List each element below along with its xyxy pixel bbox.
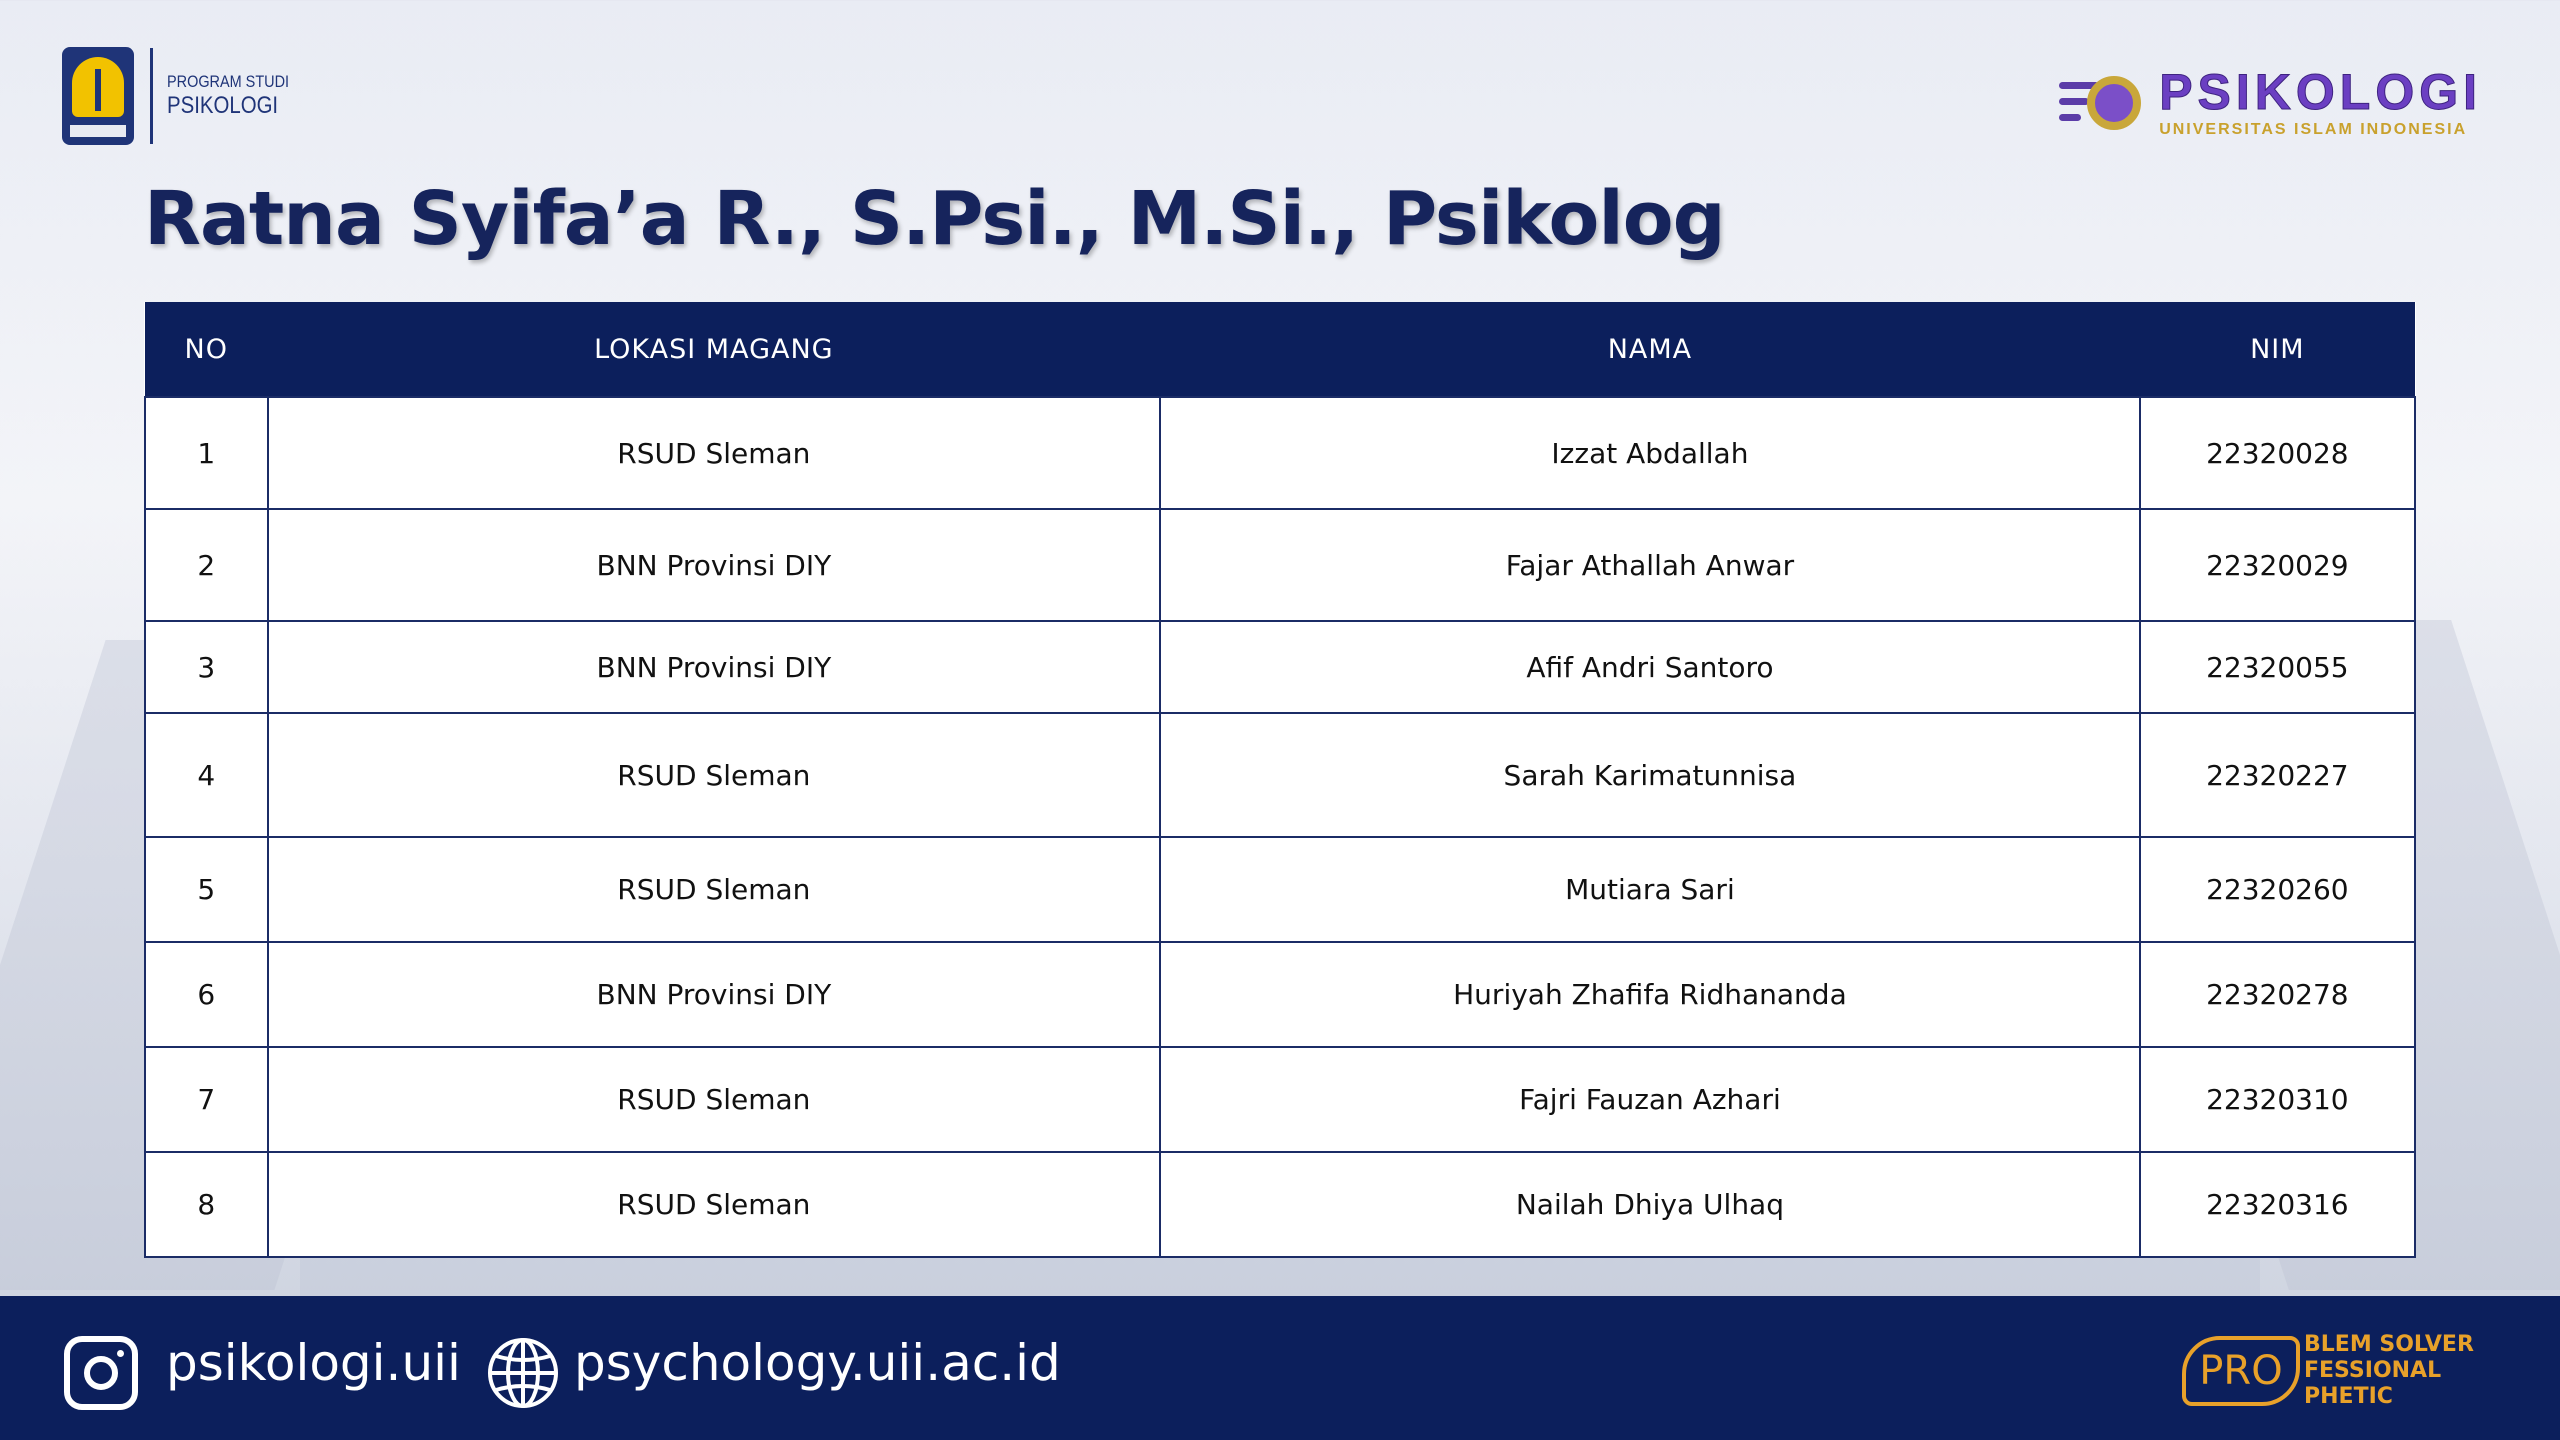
cell-nim: 22320227 bbox=[2140, 713, 2415, 837]
pro-lines bbox=[2304, 1332, 2474, 1410]
table-row bbox=[145, 713, 2415, 837]
logo-line1: PROGRAM STUDI bbox=[167, 72, 290, 92]
instagram-handle[interactable]: psikologi.uii bbox=[166, 1334, 461, 1392]
cell-nim: 22320316 bbox=[2140, 1152, 2415, 1257]
cell-lokasi: RSUD Sleman bbox=[268, 1152, 1161, 1257]
pro-line-2: FESSIONAL bbox=[2304, 1358, 2442, 1383]
cell-nama: Fajar Athallah Anwar bbox=[1160, 509, 2140, 621]
cell-nama: Sarah Karimatunnisa bbox=[1160, 713, 2140, 837]
cell-nim: 22320029 bbox=[2140, 509, 2415, 621]
table-row bbox=[145, 397, 2415, 509]
cell-lokasi: RSUD Sleman bbox=[268, 837, 1161, 942]
logo-divider bbox=[150, 48, 153, 144]
uii-seal-icon bbox=[62, 47, 134, 145]
pro-line-3: PHETIC bbox=[2304, 1384, 2393, 1409]
cell-lokasi: RSUD Sleman bbox=[268, 397, 1161, 509]
cell-nim: 22320310 bbox=[2140, 1047, 2415, 1152]
cell-no: 4 bbox=[145, 713, 268, 837]
page-title: Ratna Syifa’a R., S.Psi., M.Si., Psikolog bbox=[144, 176, 1725, 262]
cell-nim: 22320028 bbox=[2140, 397, 2415, 509]
cell-nama: Nailah Dhiya Ulhaq bbox=[1160, 1152, 2140, 1257]
table-row bbox=[145, 509, 2415, 621]
cell-lokasi: RSUD Sleman bbox=[268, 713, 1161, 837]
logo-line2: PSIKOLOGI bbox=[167, 92, 279, 120]
cell-no: 7 bbox=[145, 1047, 268, 1152]
website-link[interactable]: psychology.uii.ac.id bbox=[574, 1334, 1061, 1392]
pro-line-1: BLEM SOLVER bbox=[2304, 1332, 2474, 1357]
cell-nama: Fajri Fauzan Azhari bbox=[1160, 1047, 2140, 1152]
table-row bbox=[145, 1152, 2415, 1257]
cell-lokasi: BNN Provinsi DIY bbox=[268, 509, 1161, 621]
header-lokasi: LOKASI MAGANG bbox=[268, 302, 1161, 397]
table-row bbox=[145, 942, 2415, 1047]
cell-no: 6 bbox=[145, 942, 268, 1047]
header-no: NO bbox=[145, 302, 268, 397]
cell-lokasi: BNN Provinsi DIY bbox=[268, 621, 1161, 713]
psikologi-logo-icon bbox=[2059, 68, 2145, 138]
globe-icon[interactable] bbox=[486, 1336, 560, 1410]
cell-no: 8 bbox=[145, 1152, 268, 1257]
header-nama: NAMA bbox=[1160, 302, 2140, 397]
psikologi-logo bbox=[2059, 58, 2482, 148]
table-row bbox=[145, 621, 2415, 713]
cell-lokasi: BNN Provinsi DIY bbox=[268, 942, 1161, 1047]
table-row bbox=[145, 1047, 2415, 1152]
cell-nama: Mutiara Sari bbox=[1160, 837, 2140, 942]
cell-nim: 22320055 bbox=[2140, 621, 2415, 713]
cell-no: 2 bbox=[145, 509, 268, 621]
internship-table bbox=[144, 302, 2416, 1258]
header-nim: NIM bbox=[2140, 302, 2415, 397]
table-row bbox=[145, 837, 2415, 942]
footer-bar bbox=[0, 1296, 2560, 1440]
psikologi-logo-subtitle: UNIVERSITAS ISLAM INDONESIA bbox=[2159, 121, 2468, 138]
table-header-row bbox=[145, 302, 2415, 397]
cell-no: 3 bbox=[145, 621, 268, 713]
psikologi-logo-title: PSIKOLOGI bbox=[2159, 64, 2482, 120]
cell-no: 5 bbox=[145, 837, 268, 942]
pro-badge: PRO bbox=[2182, 1336, 2300, 1406]
prodi-logo bbox=[62, 46, 311, 146]
instagram-icon[interactable] bbox=[64, 1336, 138, 1410]
cell-nim: 22320278 bbox=[2140, 942, 2415, 1047]
cell-nama: Izzat Abdallah bbox=[1160, 397, 2140, 509]
cell-lokasi: RSUD Sleman bbox=[268, 1047, 1161, 1152]
cell-no: 1 bbox=[145, 397, 268, 509]
cell-nim: 22320260 bbox=[2140, 837, 2415, 942]
prodi-logo-text bbox=[167, 73, 311, 118]
cell-nama: Huriyah Zhafifa Ridhananda bbox=[1160, 942, 2140, 1047]
cell-nama: Afif Andri Santoro bbox=[1160, 621, 2140, 713]
pro-logo bbox=[2182, 1332, 2474, 1410]
